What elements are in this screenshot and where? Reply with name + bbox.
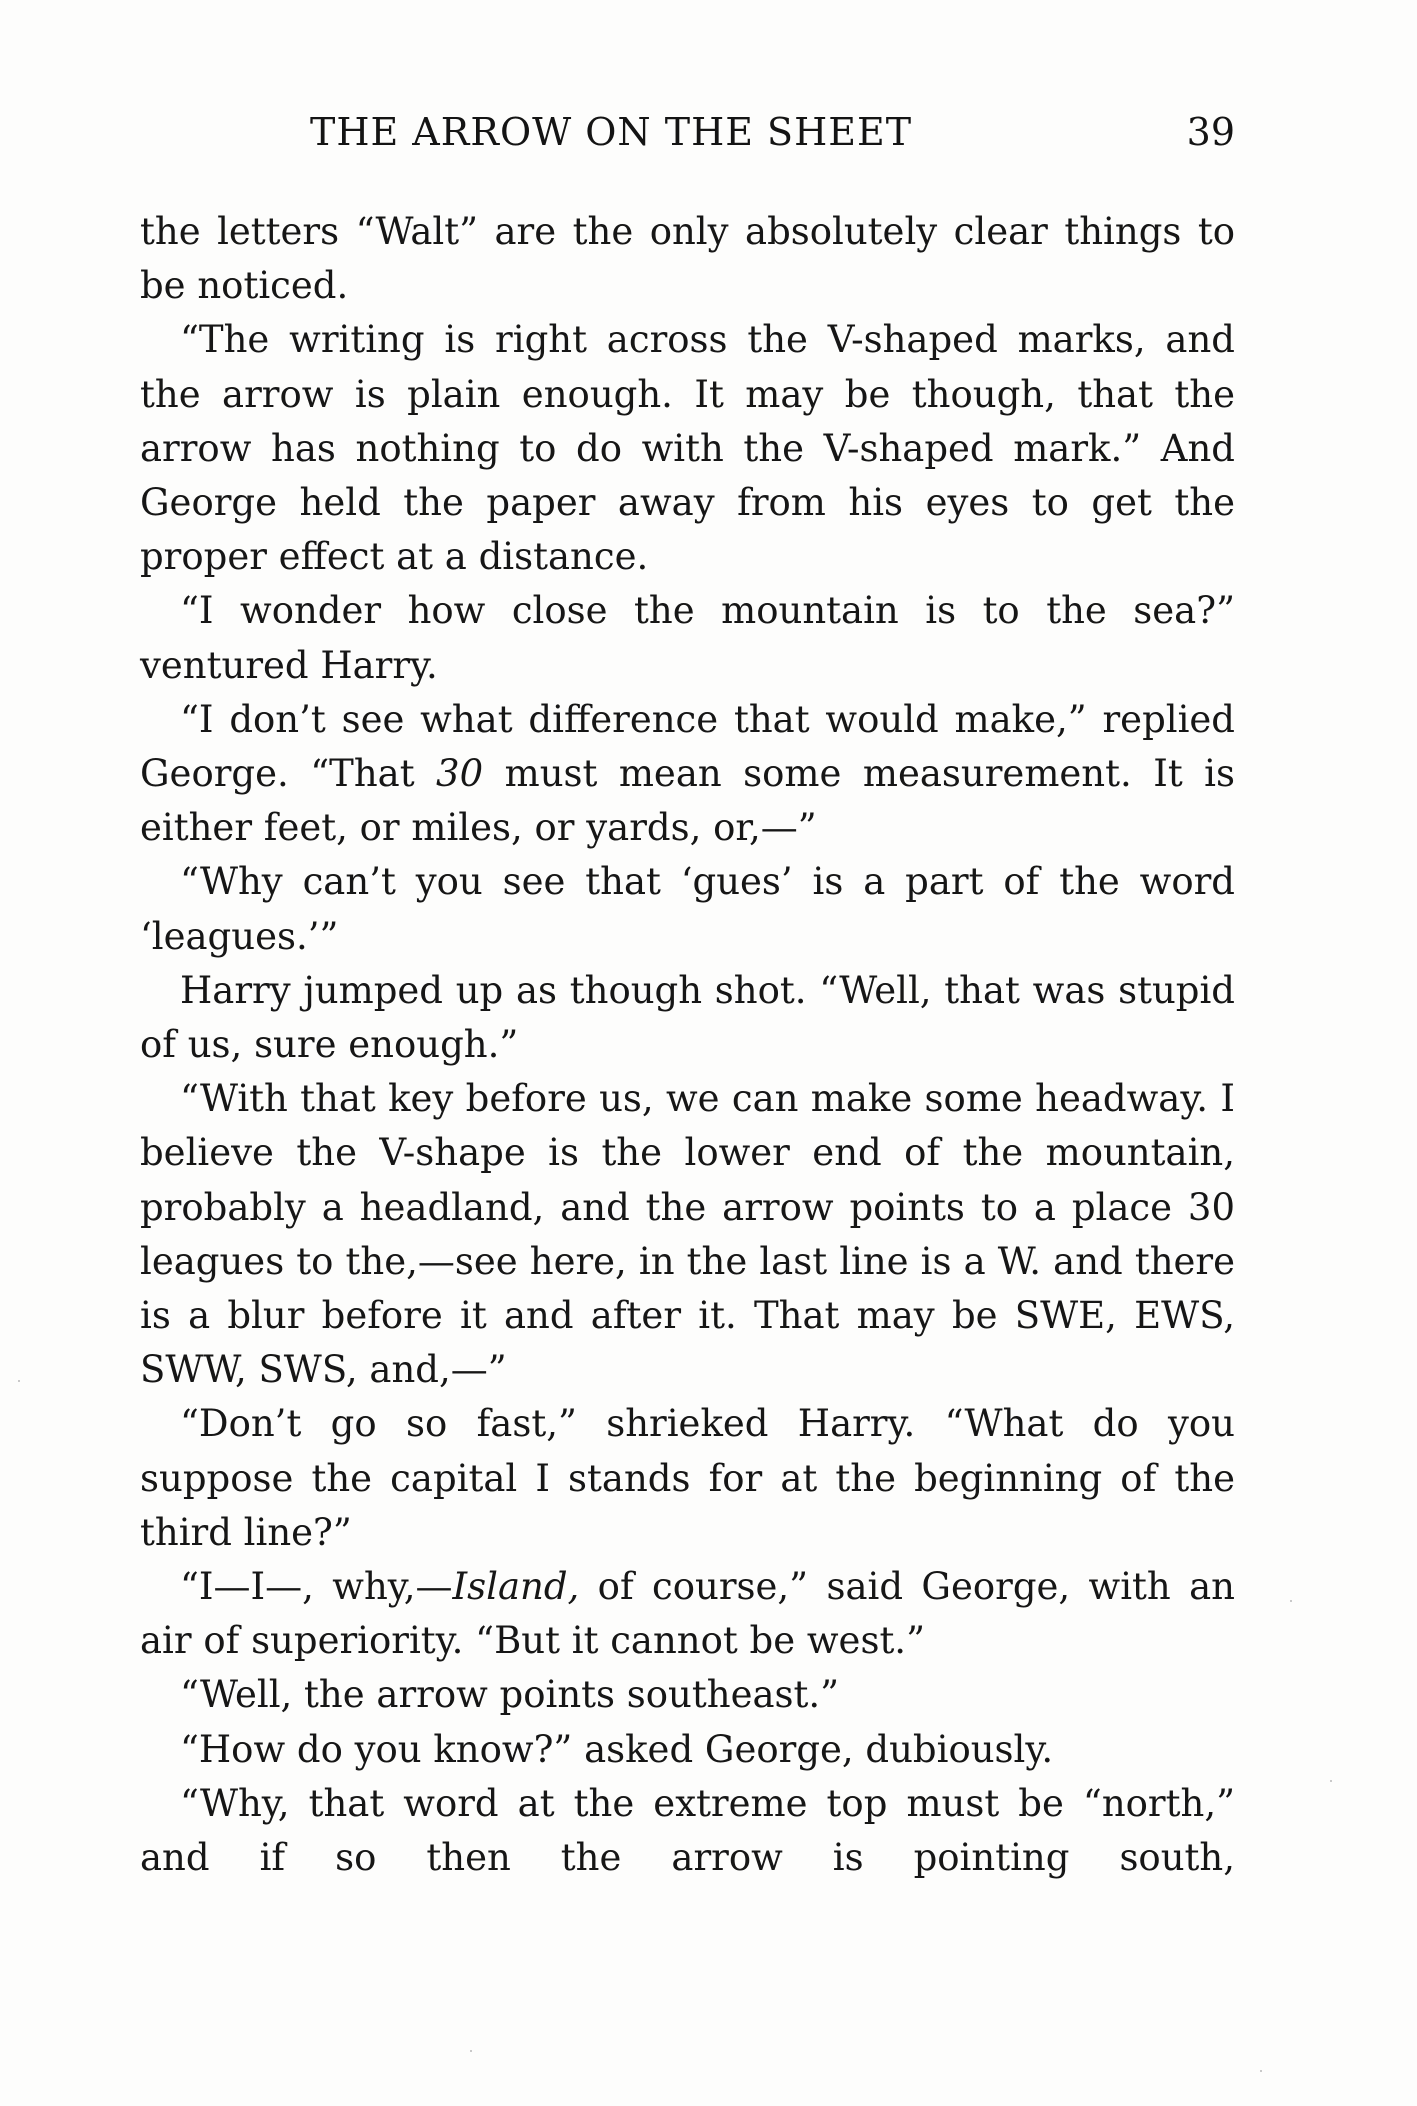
paper-speck (18, 1380, 20, 1382)
body-text (140, 205, 1235, 1885)
running-title: THE ARROW ON THE SHEET (310, 110, 913, 154)
paper-speck (1260, 2070, 1262, 2072)
paper-speck (1290, 1600, 1292, 1602)
paragraph: “How do you know?” asked George, dubiously. (180, 1727, 1054, 1771)
paragraph: “Why, that word at the extreme top must be “north,” and if so then the arrow is pointing south, (140, 1781, 1235, 1880)
italic-numeral: 30 (436, 752, 484, 796)
paragraph-text: “I—I—, why,— (180, 1565, 453, 1609)
italic-word: Island, (452, 1565, 580, 1609)
paragraph-text: must mean some measurement. It is either feet, or miles, or yards, or,—” (140, 752, 1235, 850)
paragraph: the letters “Walt” are the only absolutely clear things to be noticed. (140, 210, 1235, 308)
paragraph-text: of course,” said George, with an air of superiority. “But it cannot be west.” (140, 1565, 1235, 1663)
paragraph (140, 693, 1235, 856)
paragraph: “Well, the arrow points southeast.” (180, 1673, 840, 1717)
paragraph (140, 1560, 1235, 1668)
paragraph: “Why can’t you see that ‘gues’ is a part of the word ‘leagues.’” (140, 860, 1235, 958)
paragraph: “I wonder how close the mountain is to the sea?” ventured Harry. (140, 589, 1235, 687)
running-head (140, 110, 1235, 170)
paper-speck (470, 2050, 472, 2052)
page-number: 39 (1186, 110, 1235, 154)
paragraph: Harry jumped up as though shot. “Well, that was stupid of us, sure enough.” (140, 968, 1235, 1067)
paragraph-text: “I don’t see what difference that would make,” replied George. “That (140, 697, 1235, 796)
paragraph: “Don’t go so fast,” shrieked Harry. “What do you suppose the capital I stands for at the beginning of the third line?” (140, 1402, 1235, 1554)
paragraph: “The writing is right across the V-shaped marks, and the arrow is plain enough. It may be though, that the arrow has nothing to do with the V-shaped mark.” And George held the paper away from his eyes to get the proper effect at a distance. (140, 318, 1235, 579)
paper-speck (1330, 1780, 1332, 1782)
paragraph: “With that key before us, we can make some headway. I believe the V-shape is the lower end of the mountain, probably a headland, and the arrow points to a place 30 leagues to the,—see here, in the last line is a W. and there is a blur before it and after it. That may be SWE, EWS, SWW, SWS, and,—” (140, 1077, 1235, 1392)
